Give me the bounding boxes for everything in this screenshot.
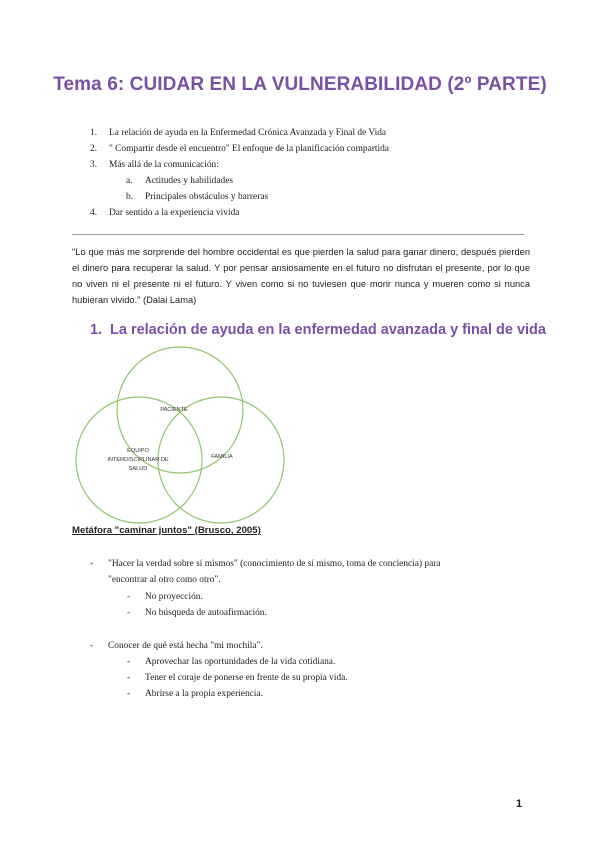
sub-bullet-dash: - [127, 657, 131, 667]
metaphor-heading: Metáfora "caminar juntos" (Brusco, 2005) [72, 525, 261, 536]
toc-item-number: b. [126, 192, 134, 202]
toc-item-number: 3. [90, 160, 98, 170]
sub-bullet-dash: - [127, 673, 131, 683]
section-title: La relación de ayuda en la enfermedad avanzada y final de vida [110, 322, 546, 338]
bullet-dash: - [90, 641, 94, 651]
toc-item-number: 4. [90, 208, 98, 218]
toc-item-number: 2. [90, 144, 98, 154]
bullet-text: "Hacer la verdad sobre sí mismos" (conocimiento de sí mismo, toma de conciencia) para [108, 559, 441, 569]
sub-bullet-dash: - [127, 592, 131, 602]
quote-paragraph: "Lo que más me sorprende del hombre occidental es que pierden la salud para ganar dinero, después pierden el dinero para recuperar la salud. Y por pensar ansiosamente en el futuro no disfrutan el presente, por lo que no viven ni el presente ni el futuro. Y viven como si no tuviesen que morir nunca y mueren como si nunca hubieran vivido." (Dalai Lama) [72, 247, 530, 305]
toc-item-text: Dar sentido a la experiencia vivida [109, 208, 240, 218]
venn-label-familia: FAMILIA [211, 454, 233, 460]
sub-bullet-text: No búsqueda de autoafirmación. [145, 608, 267, 618]
sub-bullet-dash: - [127, 689, 131, 699]
section-number: 1. [90, 322, 103, 338]
venn-label-equipo-1: EQUIPO [127, 448, 149, 454]
toc-item-text: " Compartir desde el encuentro" El enfoque de la planificación compartida [109, 144, 389, 154]
toc-item-number: a. [126, 176, 133, 186]
sub-bullet-text: Tener el coraje de ponerse en frente de su propia vida. [145, 673, 348, 683]
sub-bullet-text: Aprovechar las oportunidades de la vida cotidiana. [145, 657, 336, 667]
venn-label-equipo-2: INTERDISCIPLINAR DE [107, 457, 169, 463]
page-title: Tema 6: CUIDAR EN LA VULNERABILIDAD (2º PARTE) [53, 74, 547, 95]
sub-bullet-text: No proyección. [145, 592, 203, 602]
venn-label-paciente: PACIENTE [160, 407, 188, 413]
toc-item-text: Más allá de la comunicación: [109, 160, 219, 170]
sub-bullet-dash: - [127, 608, 131, 618]
toc-item-text: La relación de ayuda en la Enfermedad Crónica Avanzada y Final de Vida [109, 128, 387, 138]
bullet-dash: - [90, 559, 94, 569]
toc-item-text: Actitudes y habilidades [145, 176, 234, 186]
venn-circle-familia [158, 397, 284, 523]
bullet-text: Conocer de qué está hecha "mi mochila". [108, 641, 263, 651]
toc-item-text: Principales obstáculos y barreras [145, 192, 269, 202]
bullet-text-continued: "encontrar al otro como otro". [108, 575, 221, 585]
sub-bullet-text: Abrirse a la propia experiencia. [145, 689, 263, 699]
page-number: 1 [516, 798, 523, 810]
toc-item-number: 1. [90, 128, 98, 138]
venn-label-equipo-3: SALUD [128, 466, 148, 472]
